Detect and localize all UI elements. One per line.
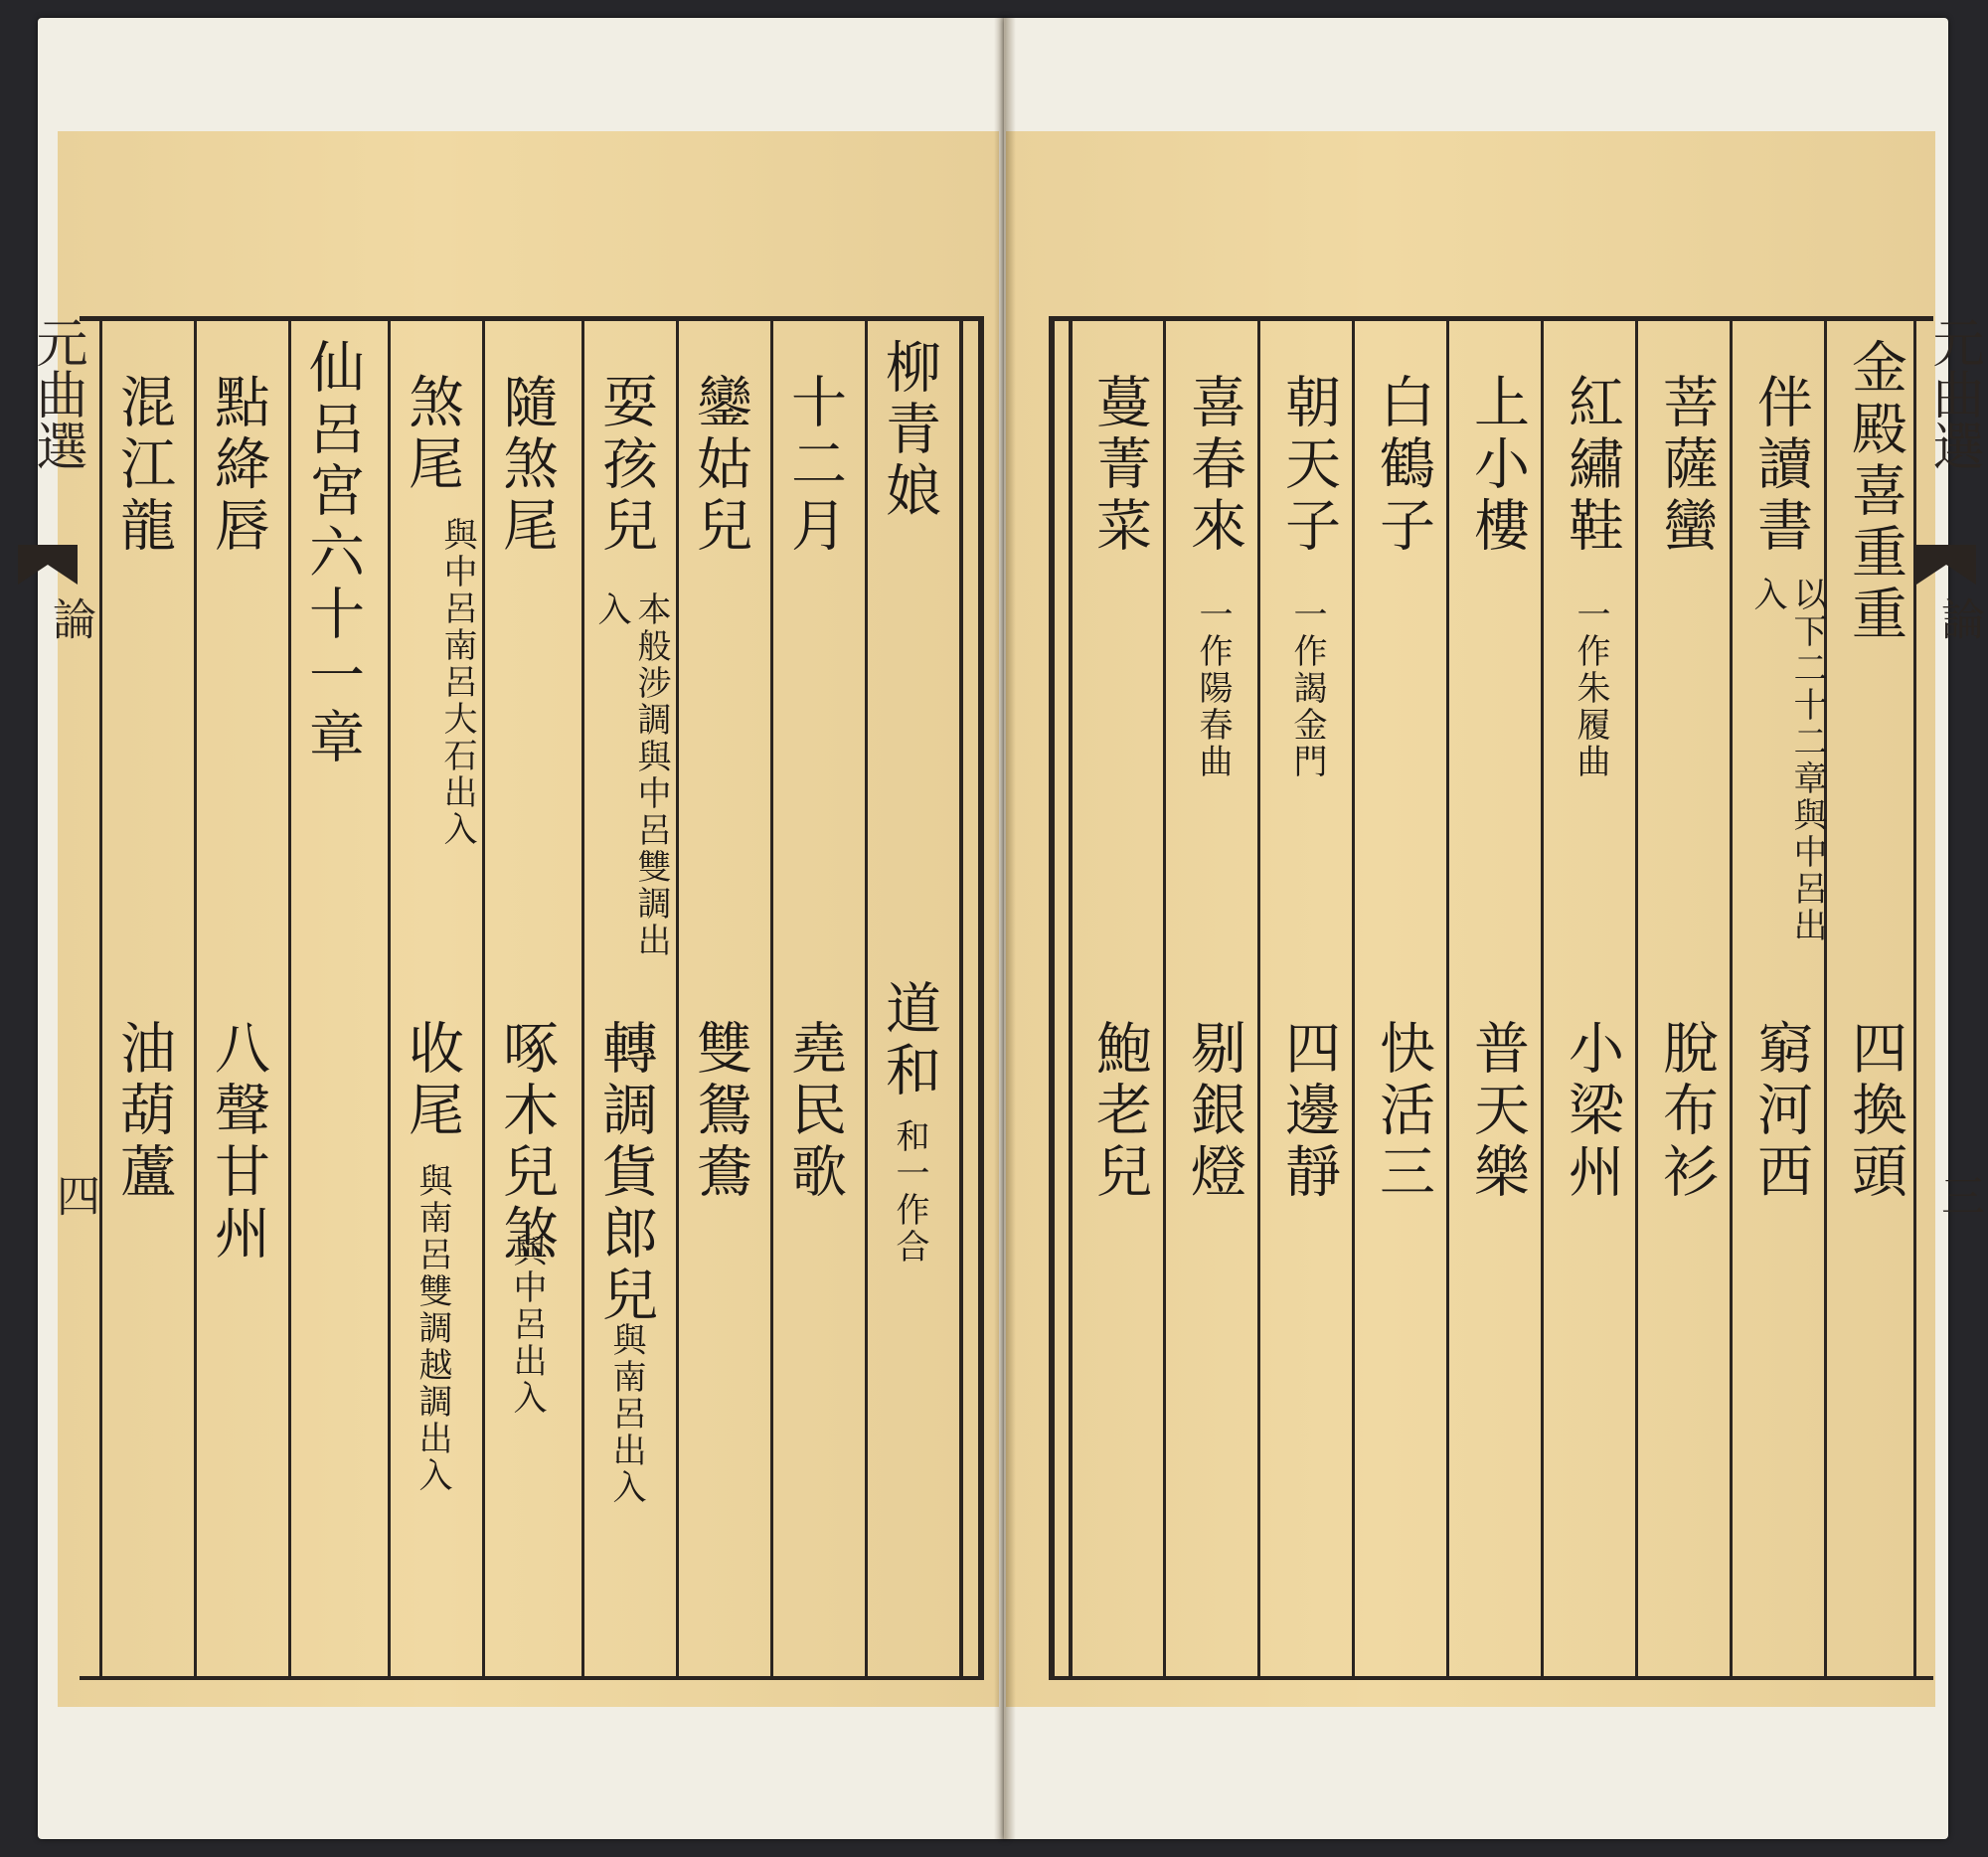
tune-name: 柳青娘	[877, 338, 941, 523]
tune-name: 轉調貨郎兒	[593, 1019, 658, 1327]
tune-name: 喜春來	[1182, 373, 1246, 558]
tune-name: 油葫蘆	[111, 1019, 176, 1204]
tune-name: 上小樓	[1465, 373, 1530, 558]
tune-name: 堯民歌	[782, 1019, 847, 1204]
column-rule	[865, 316, 868, 1680]
column-rule	[1635, 316, 1638, 1680]
book-gutter	[994, 18, 1016, 1839]
tune-name: 伴讀書	[1748, 373, 1813, 558]
tune-name: 煞尾	[400, 373, 464, 496]
right-page-inner-rule	[1069, 316, 1073, 1680]
right-margin-section: 論	[1933, 596, 1984, 640]
mode-heading: 仙呂宮六十一章	[300, 338, 365, 769]
tune-name: 朝天子	[1276, 373, 1341, 558]
tune-note: 本般涉調與中呂雙調出入	[591, 591, 671, 959]
tune-name: 耍孩兒	[593, 373, 658, 558]
column-rule	[1913, 316, 1916, 1680]
tune-name: 隨煞尾	[494, 373, 559, 558]
tune-name: 收尾	[400, 1019, 464, 1142]
column-rule	[1730, 316, 1733, 1680]
tune-note: 一作陽春曲	[1193, 596, 1233, 780]
left-margin-section: 論	[45, 596, 95, 640]
tune-name: 普天樂	[1465, 1019, 1530, 1204]
tune-note: 與中呂出入	[507, 1233, 547, 1417]
column-rule	[581, 316, 584, 1680]
column-rule	[1541, 316, 1544, 1680]
tune-name: 點絳唇	[206, 373, 270, 558]
tune-name: 快活三	[1371, 1019, 1435, 1204]
column-rule	[1257, 316, 1260, 1680]
tune-note: 與南呂雙調越調出入	[413, 1163, 452, 1494]
tune-name: 混江龍	[111, 373, 176, 558]
column-rule	[194, 316, 197, 1680]
column-rule	[1163, 316, 1166, 1680]
tune-name: 鑾姑兒	[688, 373, 752, 558]
column-rule	[1446, 316, 1449, 1680]
tune-name: 十二月	[782, 373, 847, 558]
tune-name: 剔銀燈	[1182, 1019, 1246, 1204]
tune-name: 道和	[877, 979, 941, 1102]
tune-note: 以下二十二章與中呂出入	[1747, 577, 1827, 944]
tune-name: 啄木兒煞	[494, 1019, 559, 1266]
tune-name: 紅繡鞋	[1560, 373, 1624, 558]
tune-name: 四邊靜	[1276, 1019, 1341, 1204]
tune-name: 脫布衫	[1654, 1019, 1719, 1204]
column-rule	[388, 316, 391, 1680]
tune-note: 與中呂南呂大石出入	[437, 517, 477, 848]
tune-name: 菩薩蠻	[1654, 373, 1719, 558]
tune-name: 金殿喜重重	[1843, 338, 1907, 646]
tune-name: 四換頭	[1843, 1019, 1907, 1204]
column-rule	[676, 316, 679, 1680]
right-margin-title: 元曲選	[1923, 316, 1983, 471]
left-page-inner-rule	[959, 316, 963, 1680]
tune-name: 小梁州	[1560, 1019, 1624, 1204]
tune-note: 和一作合	[890, 1118, 929, 1266]
tune-name: 蔓菁菜	[1087, 373, 1152, 558]
column-rule	[482, 316, 485, 1680]
tune-note: 與南呂出入	[606, 1322, 646, 1506]
tune-name: 窮河西	[1748, 1019, 1813, 1204]
column-rule	[1824, 316, 1827, 1680]
tune-name: 白鶴子	[1371, 373, 1435, 558]
column-rule	[288, 316, 291, 1680]
column-rule	[770, 316, 773, 1680]
right-margin-page-number: 三	[1933, 1173, 1984, 1217]
tune-name: 八聲甘州	[206, 1019, 270, 1266]
column-rule	[1352, 316, 1355, 1680]
tune-name: 鮑老兒	[1087, 1019, 1152, 1204]
tune-name: 雙鴛鴦	[688, 1019, 752, 1204]
left-margin-page-number: 四	[49, 1173, 99, 1217]
column-rule	[99, 316, 102, 1680]
tune-note: 一作謁金門	[1287, 596, 1327, 780]
left-margin-title: 元曲選	[27, 316, 86, 471]
tune-note: 一作朱履曲	[1571, 596, 1610, 780]
